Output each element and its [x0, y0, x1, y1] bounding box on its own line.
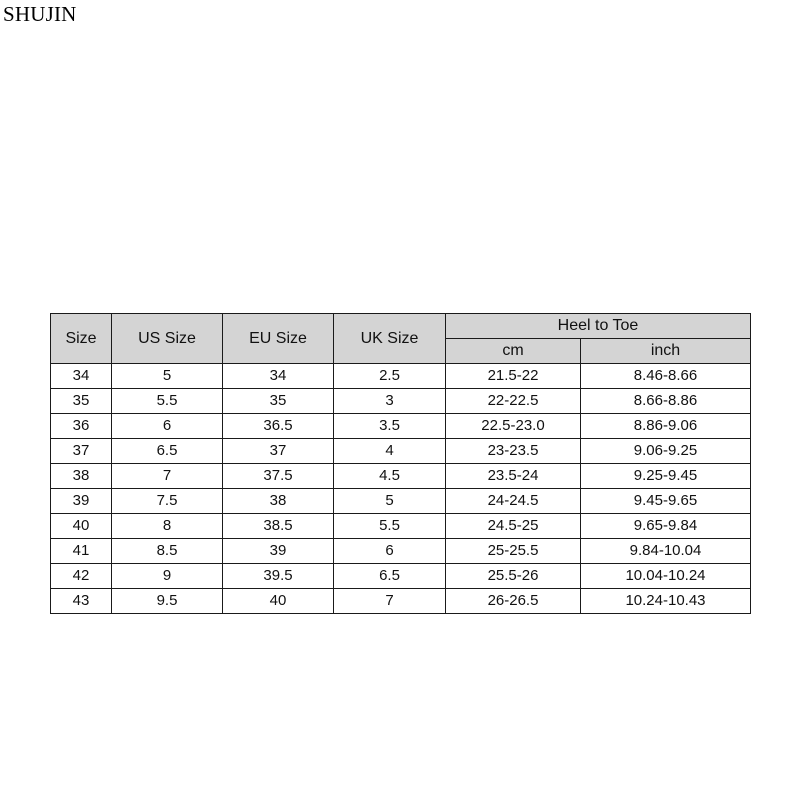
cell-eu-size: 39.5: [223, 564, 334, 589]
cell-size: 37: [51, 439, 112, 464]
cell-cm: 23-23.5: [446, 439, 581, 464]
cell-uk-size: 6.5: [334, 564, 446, 589]
cell-inch: 9.65-9.84: [581, 514, 751, 539]
table-row: [51, 364, 751, 389]
cell-size: 38: [51, 464, 112, 489]
cell-us-size: 7: [112, 464, 223, 489]
cell-size: 35: [51, 389, 112, 414]
header-size: Size: [51, 314, 112, 364]
cell-size: 39: [51, 489, 112, 514]
cell-cm: 24.5-25: [446, 514, 581, 539]
cell-us-size: 8.5: [112, 539, 223, 564]
cell-eu-size: 35: [223, 389, 334, 414]
header-eu-size: EU Size: [223, 314, 334, 364]
cell-inch: 9.25-9.45: [581, 464, 751, 489]
cell-inch: 9.06-9.25: [581, 439, 751, 464]
cell-us-size: 9.5: [112, 589, 223, 614]
cell-inch: 10.24-10.43: [581, 589, 751, 614]
cell-uk-size: 2.5: [334, 364, 446, 389]
cell-inch: 8.46-8.66: [581, 364, 751, 389]
cell-inch: 8.66-8.86: [581, 389, 751, 414]
table-row: [51, 539, 751, 564]
cell-inch: 8.86-9.06: [581, 414, 751, 439]
cell-inch: 10.04-10.24: [581, 564, 751, 589]
table-row: [51, 464, 751, 489]
cell-size: 34: [51, 364, 112, 389]
table-row: [51, 389, 751, 414]
cell-us-size: 9: [112, 564, 223, 589]
table-row: [51, 514, 751, 539]
cell-uk-size: 5.5: [334, 514, 446, 539]
cell-uk-size: 5: [334, 489, 446, 514]
cell-uk-size: 3.5: [334, 414, 446, 439]
brand-logo-text: SHUJIN: [3, 2, 77, 26]
cell-size: 42: [51, 564, 112, 589]
header-cm: cm: [446, 339, 581, 364]
size-chart-table: [50, 313, 751, 614]
cell-inch: 9.84-10.04: [581, 539, 751, 564]
cell-eu-size: 37: [223, 439, 334, 464]
cell-eu-size: 34: [223, 364, 334, 389]
cell-eu-size: 36.5: [223, 414, 334, 439]
cell-eu-size: 40: [223, 589, 334, 614]
cell-cm: 25-25.5: [446, 539, 581, 564]
size-chart-header: [51, 314, 751, 364]
table-row: [51, 414, 751, 439]
cell-size: 36: [51, 414, 112, 439]
header-inch: inch: [581, 339, 751, 364]
table-row: [51, 489, 751, 514]
cell-us-size: 7.5: [112, 489, 223, 514]
cell-uk-size: 7: [334, 589, 446, 614]
cell-uk-size: 3: [334, 389, 446, 414]
header-uk-size: UK Size: [334, 314, 446, 364]
cell-cm: 21.5-22: [446, 364, 581, 389]
cell-us-size: 8: [112, 514, 223, 539]
table-row: [51, 564, 751, 589]
cell-cm: 23.5-24: [446, 464, 581, 489]
cell-us-size: 6.5: [112, 439, 223, 464]
cell-us-size: 6: [112, 414, 223, 439]
cell-inch: 9.45-9.65: [581, 489, 751, 514]
cell-cm: 22.5-23.0: [446, 414, 581, 439]
cell-eu-size: 38.5: [223, 514, 334, 539]
cell-size: 40: [51, 514, 112, 539]
table-row: [51, 589, 751, 614]
cell-eu-size: 38: [223, 489, 334, 514]
cell-cm: 24-24.5: [446, 489, 581, 514]
cell-cm: 26-26.5: [446, 589, 581, 614]
cell-cm: 25.5-26: [446, 564, 581, 589]
cell-size: 43: [51, 589, 112, 614]
cell-us-size: 5: [112, 364, 223, 389]
header-us-size: US Size: [112, 314, 223, 364]
size-chart-body: [51, 364, 751, 614]
table-row: [51, 439, 751, 464]
cell-eu-size: 39: [223, 539, 334, 564]
header-heel-to-toe: Heel to Toe: [446, 314, 751, 339]
cell-eu-size: 37.5: [223, 464, 334, 489]
cell-size: 41: [51, 539, 112, 564]
cell-us-size: 5.5: [112, 389, 223, 414]
cell-cm: 22-22.5: [446, 389, 581, 414]
cell-uk-size: 4.5: [334, 464, 446, 489]
cell-uk-size: 6: [334, 539, 446, 564]
cell-uk-size: 4: [334, 439, 446, 464]
